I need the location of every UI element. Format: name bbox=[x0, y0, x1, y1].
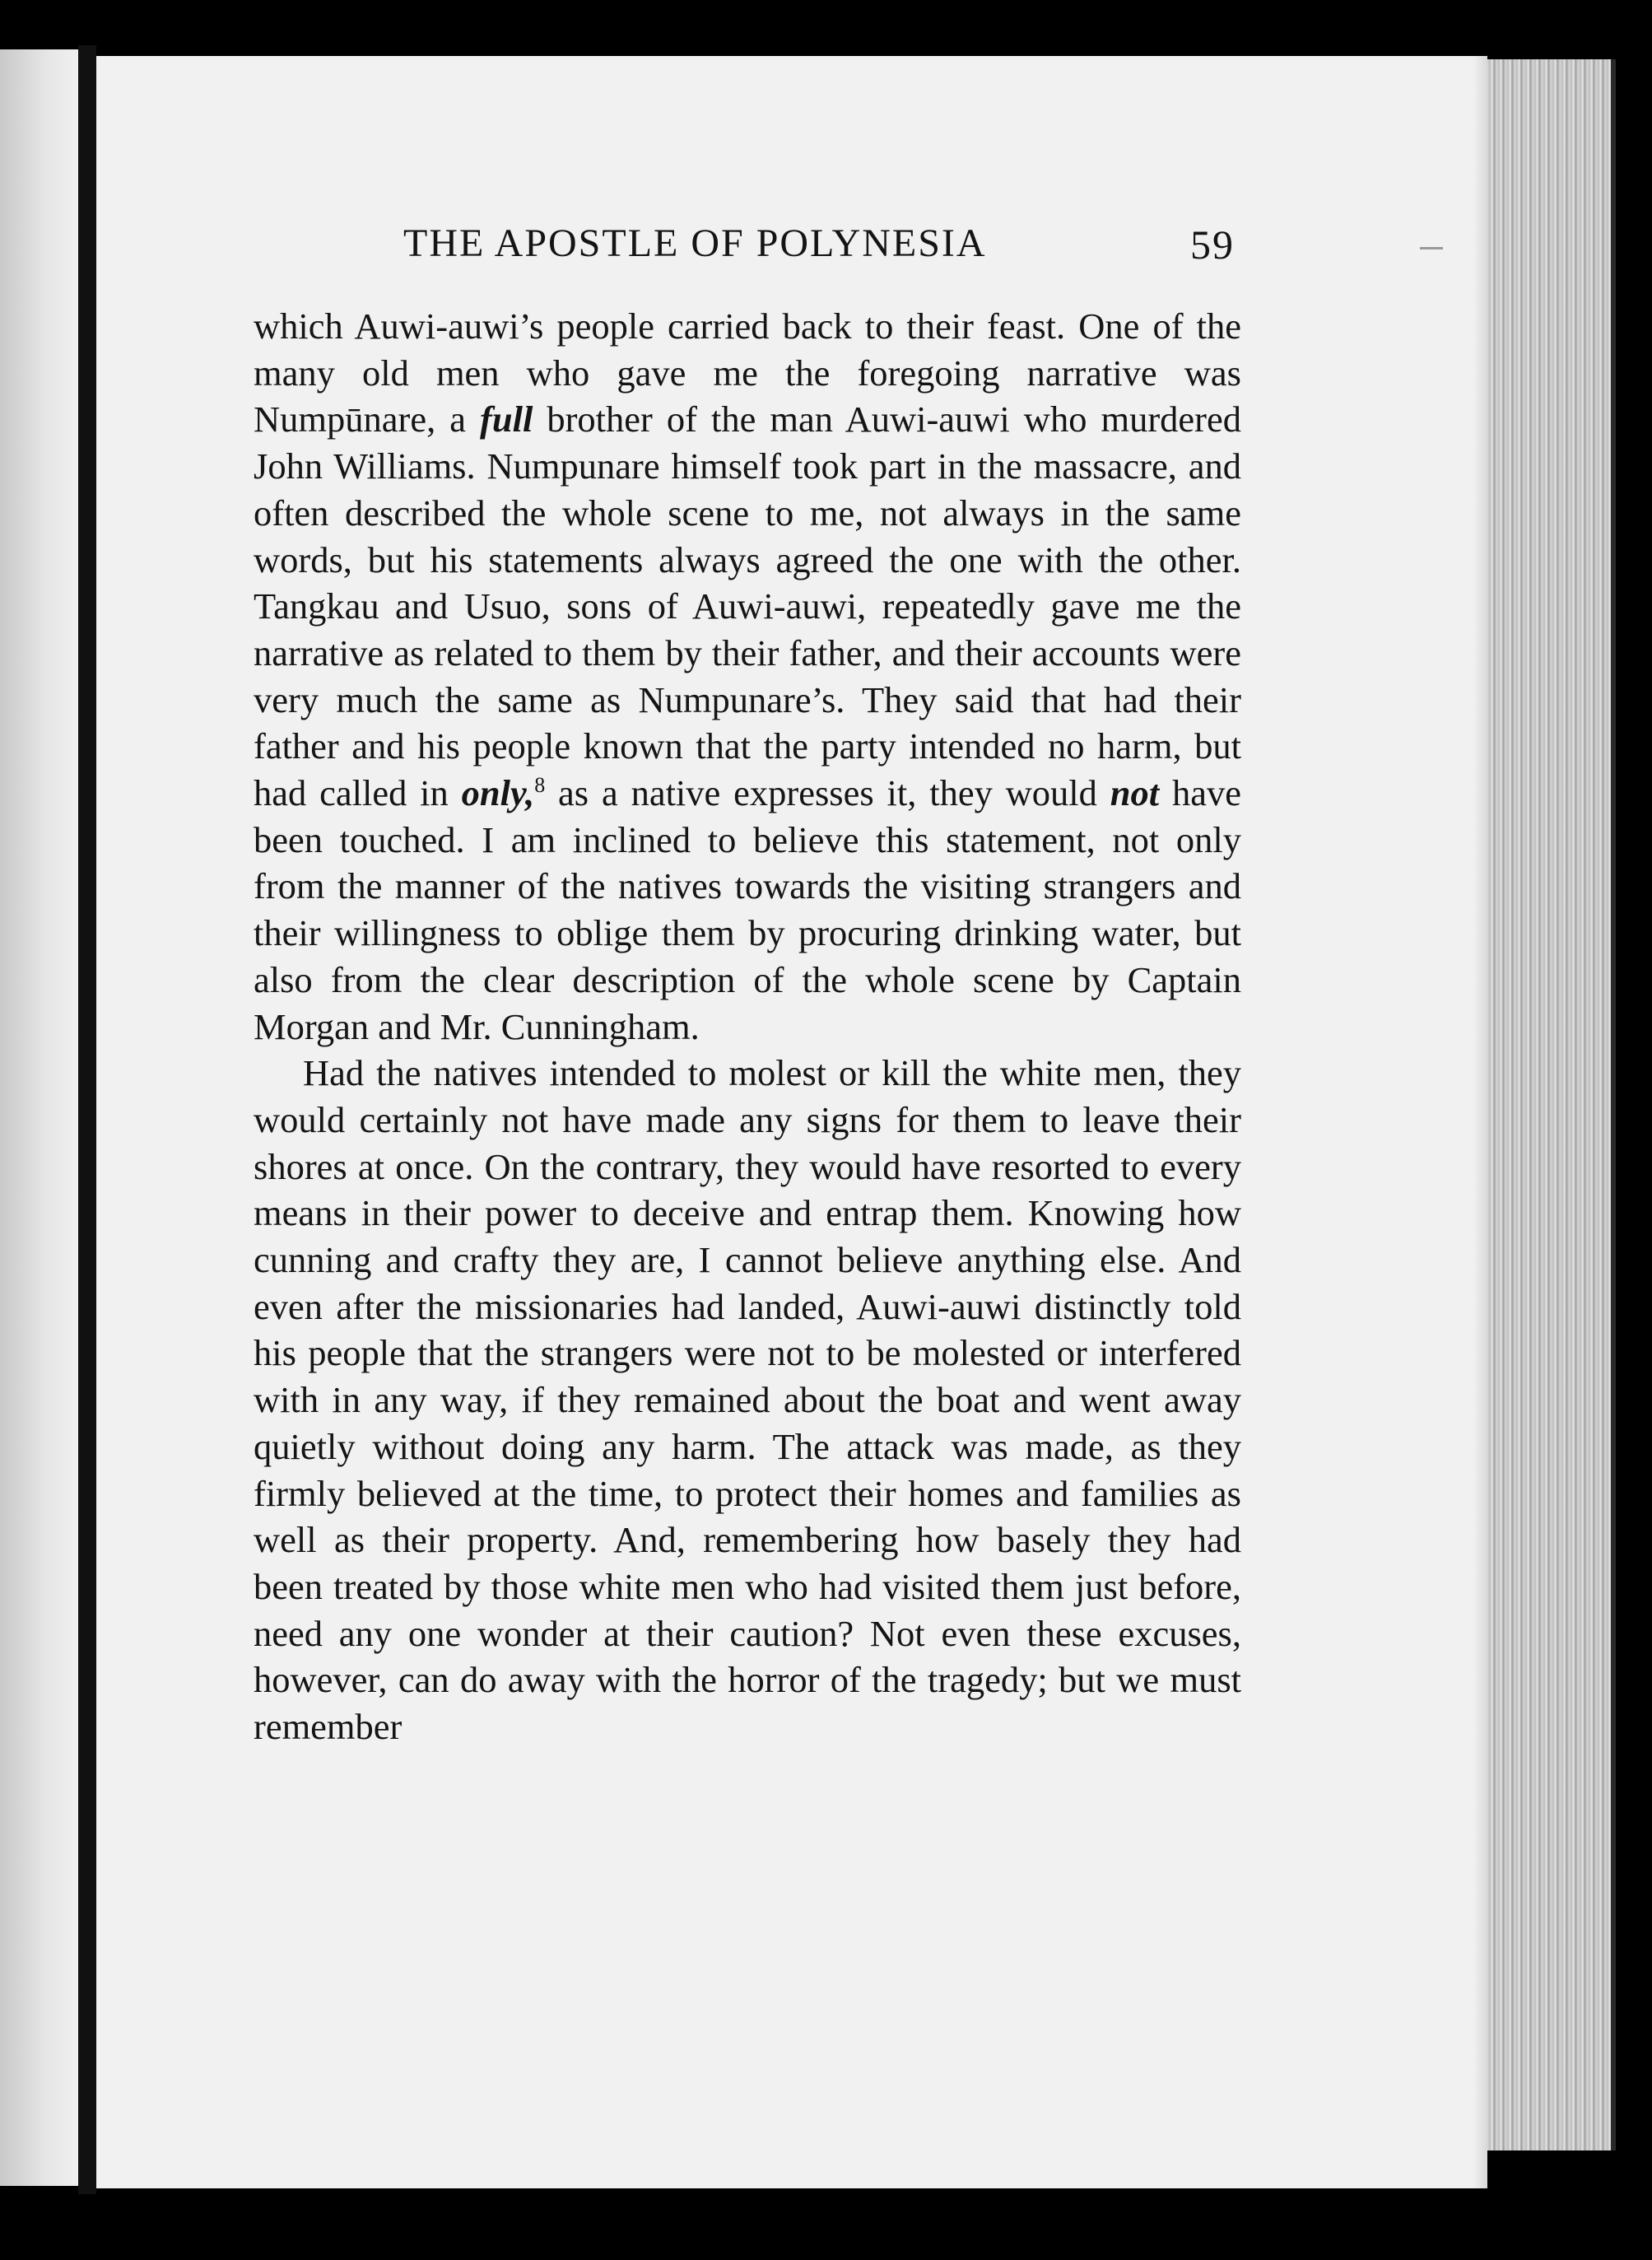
facing-page-edge bbox=[0, 49, 78, 2186]
page-number: 59 bbox=[1190, 221, 1235, 268]
paragraph-1 bbox=[254, 303, 1241, 1050]
page-stack-edges bbox=[1487, 59, 1616, 2150]
footnote-marker: 8 bbox=[534, 773, 546, 798]
italic-emphasis: only, bbox=[461, 772, 535, 814]
book-gutter bbox=[78, 45, 96, 2194]
margin-mark bbox=[1420, 247, 1443, 249]
body-text bbox=[254, 303, 1241, 1750]
paragraph-2: Had the natives intended to molest or kill the white men, they would certainly not have made any signs for them to leave their shores at once. On the contrary, they would have resorted to every means in their power to deceive and entrap them. Knowing how cunning and crafty they are, I cannot believe anything else. And even after the missionaries had landed, Auwi-auwi distinctly told his people that the strangers were not to be molested or interfered with in any way, if they remained about the boat and went away quietly without doing any harm. The attack was made, as they firmly believed at the time, to protect their homes and families as well as their property. And, remembering how basely they had been treated by those white men who had visited them just before, need any one wonder at their caution? Not even these excuses, however, can do away with the horror of the tragedy; but we must remember bbox=[254, 1052, 1241, 1748]
text-run: which Auwi-auwi’s people carried back to their feast. One of the many old men who gave me the foregoing narrative was Numpūnare, a bbox=[254, 305, 1241, 440]
text-run: brother of the man Auwi-auwi who murdered John Williams. Numpunare himself took part in the massacre, and often described the whole scene to me, not always in the same words, but his statements always agreed the one with the other. Tangkau and Usuo, sons of Auwi-auwi, repeatedly gave me the narrative as related to them by their father, and their accounts were very much the same as Numpunare’s. They said that had their father and his people known that the party intended no harm, but had called in bbox=[254, 398, 1241, 814]
text-run: as a native expresses it, they would bbox=[545, 772, 1110, 814]
italic-emphasis: not bbox=[1110, 772, 1160, 814]
running-head-title: THE APOSTLE OF POLYNESIA bbox=[403, 221, 987, 265]
text-run: have been touched. I am inclined to believe this statement, not only from the manner of the natives towards the visiting strangers and their willingness to oblige them by procuring drinking water, but also from the clear description of the whole scene by Captain Morgan and Mr. Cunningham. bbox=[254, 772, 1241, 1047]
running-head bbox=[403, 221, 1235, 278]
italic-emphasis: full bbox=[480, 398, 533, 440]
